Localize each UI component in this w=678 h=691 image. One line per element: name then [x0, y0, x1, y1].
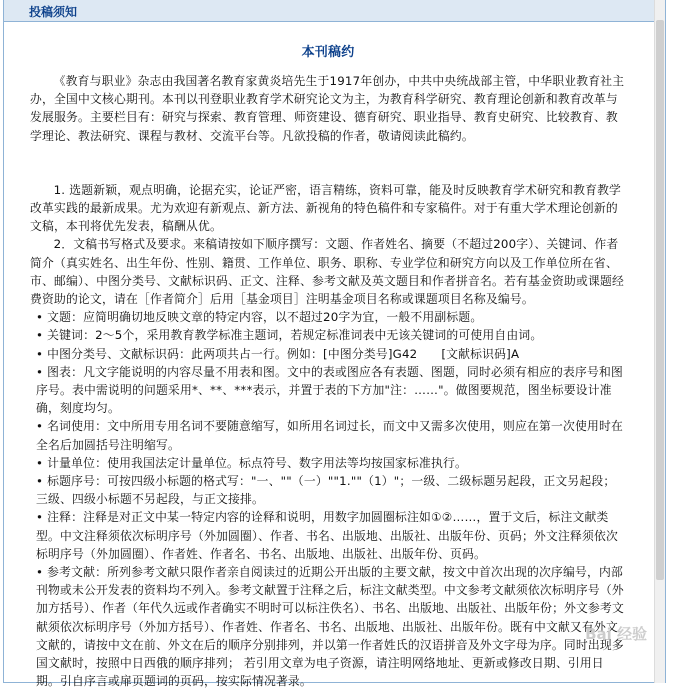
section-header [4, 0, 665, 22]
bullet-headings: • 标题序号：可按四级小标题的格式写："一、""（一）""1.""（1）"；一级、二级标题另起段，正文另起段；三级、四级小标题不另起段，与正文接排。 [36, 474, 616, 507]
bullet-figures: • 图表：凡文字能说明的内容尽量不用表和图。文中的表或图应各有表题、图题，同时必须有相应的表序号和图序号。表中需说明的问题采用*、**、***表示，并置于表的下方加"注：……"。做图要规范，图坐标要设计准确，刻度均匀。 [36, 364, 623, 416]
content-panel [3, 0, 666, 689]
bullet-title: • 文题：应简明确切地反映文章的特定内容，以不超过20字为宜，一般不用副标题。 [36, 310, 483, 325]
intro-paragraph: 《教育与职业》杂志由我国著名教育家黄炎培先生于1917年创办，中共中央统战部主管，中华职业教育社主办，全国中文核心期刊。本刊以刊登职业教育学术研究论文为主，为教育科学研究、教育理论创新和教育改革与发展服务。主要栏目有：研究与探索、教育管理、师资建设、德育研究、职业指导、教育史研究、比较教育、教学理论、教法研究、课程与教材、交流平台等。凡欲投稿的作者，敬请阅读此稿约。 [30, 74, 625, 143]
article-body [30, 44, 626, 691]
paragraph-1: 1. 选题新颖，观点明确，论据充实，论证严密，语言精练，资料可靠，能及时反映教育学术研究和教育教学改革实践的最新成果。尤为欢迎有新观点、新方法、新视角的特色稿件和专家稿件。对于有重大学术理论创新的文稿，本刊将优先发表，稿酬从优。 [30, 182, 622, 234]
bullet-terms: • 名词使用：文中所用专用名词不要随意缩写，如所用名词过长，而文中又需多次使用，则应在第一次使用时在全名后加圆括号注明缩写。 [36, 419, 623, 452]
section-title: 投稿须知 [29, 5, 78, 19]
bullet-references: • 参考文献：所列参考文献只限作者亲自阅读过的近期公开出版的主要文献，按文中首次出现的次序编号，内部刊物或未公开发表的资料均不列入。参考文献置于注释之后，标注文献类型。中文参考文献须依次标明序号（外加方括号）、作者（年代久远或作者确实不明时可以标注佚名）、书名、出版地、出版社、出版年份；外文参考文献须依次标明序号（外加方括号）、作者姓、作者名、书名、出版地、出版社、出版年份。既有中文献又有外文文献的，请按中文在前、外文在后的顺序分别排列，并以第一作者姓氏的汉语拼音及外文字母为序。同时出现多国文献时，按照中日西俄的顺序排列； 若引用文章为电子资源，请注明网络地址、更新或修改日期、引用日期。引自序言或扉页题词的页码，按实际情况著录。 [36, 565, 625, 689]
bullet-keywords: • 关键词：2～5个，采用教育教学标准主题词，若规定标准词表中无该关键词的可使用自由词。 [36, 328, 543, 343]
bullet-notes: • 注释：注释是对正文中某一特定内容的诠释和说明，用数字加圆圈标注如①②……，置于文后，标注文献类型。中文注释须依次标明序号（外加圆圈）、作者、书名、出版地、出版社、出版年份、页码；外文注释须依次标明序号（外加圆圈）、作者姓、作者名、书名、出版地、出版社、出版年份、页码。 [36, 510, 618, 561]
paragraph-2: 2．文稿书写格式及要求。来稿请按如下顺序撰写：文题、作者姓名、摘要（不超过200字）、关键词、作者简介（真实姓名、出生年份、性别、籍贯、工作单位、职务、职称、专业学位和研究方向以及工作单位所在省、市、邮编）、中图分类号、文献标识码、正文、注释、参考文献及英文题目和作者拼音名。若有基金资助或课题经费资助的论文，请在［作者简介］后用［基金项目］注明基金项目名称或课题项目名称及编号。 [30, 237, 624, 307]
vertical-scrollbar[interactable] [654, 0, 665, 683]
watermark: Bai 经验 [585, 625, 647, 643]
article-title: 本刊稿约 [301, 45, 355, 60]
bullet-units: • 计量单位：使用我国法定计量单位。标点符号、数字用法等均按国家标准执行。 [36, 455, 468, 470]
scroll-thumb[interactable] [656, 20, 664, 580]
bullet-classification: • 中图分类号、文献标识码：此两项共占一行。例如：[中图分类号]G42 [文献标识码]A [36, 346, 520, 361]
